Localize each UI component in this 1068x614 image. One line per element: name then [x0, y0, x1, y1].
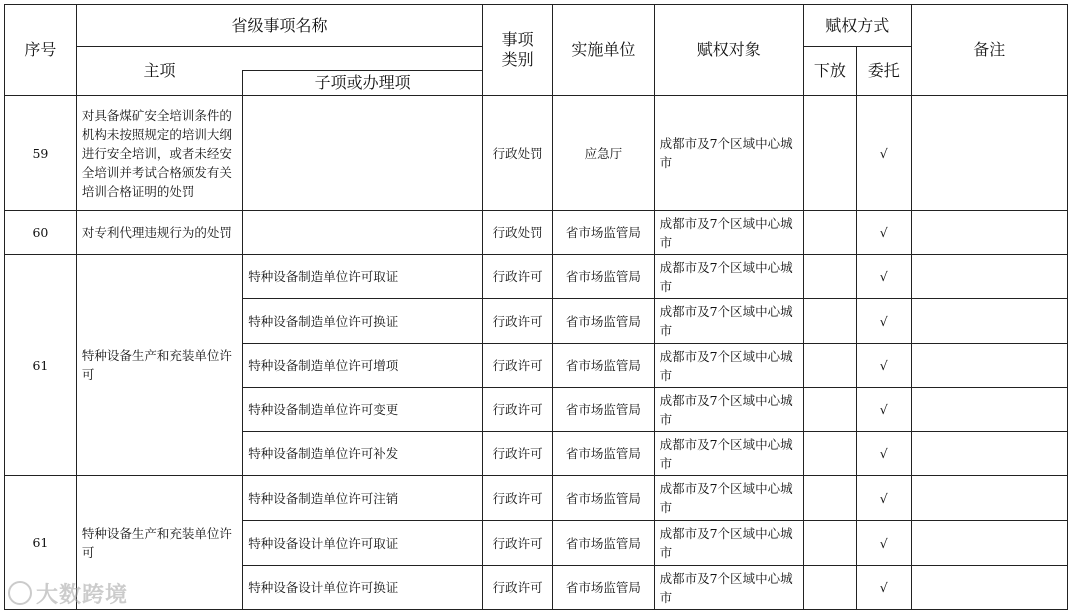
row-category: 行政许可 [483, 344, 553, 388]
row-main-item: 特种设备生产和充装单位许可 [76, 476, 242, 610]
row-entrust-check: √ [856, 388, 911, 432]
row-category: 行政处罚 [483, 211, 553, 255]
row-unit: 省市场监管局 [553, 344, 655, 388]
row-unit: 应急厅 [553, 96, 655, 211]
row-category: 行政许可 [483, 566, 553, 610]
row-remark [911, 388, 1067, 432]
row-target: 成都市及7个区域中心城市 [654, 211, 803, 255]
row-remark [911, 566, 1067, 610]
row-down [803, 299, 856, 344]
row-target: 成都市及7个区域中心城市 [654, 476, 803, 521]
row-sub-item [243, 211, 483, 255]
row-category: 行政许可 [483, 388, 553, 432]
row-sub-item: 特种设备制造单位许可增项 [243, 344, 483, 388]
row-remark [911, 299, 1067, 344]
watermark-text: 大数跨境 [36, 583, 129, 608]
row-target: 成都市及7个区域中心城市 [654, 566, 803, 610]
row-down [803, 521, 856, 566]
header-category: 事项类别 [483, 5, 553, 96]
row-sub-item [243, 96, 483, 211]
row-target: 成都市及7个区域中心城市 [654, 255, 803, 299]
row-sub-item: 特种设备制造单位许可注销 [243, 476, 483, 521]
row-unit: 省市场监管局 [553, 255, 655, 299]
header-sub-item: 子项或办理项 [243, 71, 483, 96]
row-down [803, 344, 856, 388]
row-sub-item: 特种设备制造单位许可变更 [243, 388, 483, 432]
row-category: 行政许可 [483, 521, 553, 566]
row-sub-item: 特种设备制造单位许可补发 [243, 432, 483, 476]
row-remark [911, 96, 1067, 211]
row-sub-item: 特种设备制造单位许可取证 [243, 255, 483, 299]
row-entrust-check: √ [856, 255, 911, 299]
row-unit: 省市场监管局 [553, 211, 655, 255]
row-unit: 省市场监管局 [553, 521, 655, 566]
row-category: 行政许可 [483, 476, 553, 521]
row-unit: 省市场监管局 [553, 566, 655, 610]
row-down [803, 255, 856, 299]
row-remark [911, 255, 1067, 299]
row-sub-item: 特种设备制造单位许可换证 [243, 299, 483, 344]
row-remark [911, 432, 1067, 476]
row-unit: 省市场监管局 [553, 476, 655, 521]
row-target: 成都市及7个区域中心城市 [654, 388, 803, 432]
row-entrust-check: √ [856, 432, 911, 476]
row-main-item: 对具备煤矿安全培训条件的机构未按照规定的培训大纲进行安全培训，或者未经安全培训并考试合格颁发有关培训合格证明的处罚 [76, 96, 242, 211]
header-seq: 序号 [5, 5, 77, 96]
row-seq: 59 [5, 96, 77, 211]
row-main-item: 对专利代理违规行为的处罚 [76, 211, 242, 255]
row-seq: 61 [5, 255, 77, 476]
items-table [4, 4, 1068, 610]
header-target: 赋权对象 [654, 5, 803, 96]
header-method-group: 赋权方式 [803, 5, 911, 47]
row-target: 成都市及7个区域中心城市 [654, 299, 803, 344]
row-down [803, 211, 856, 255]
header-name-group: 省级事项名称 [76, 5, 482, 47]
row-remark [911, 344, 1067, 388]
header-delegate-down: 下放 [803, 47, 856, 96]
row-entrust-check: √ [856, 344, 911, 388]
row-target: 成都市及7个区域中心城市 [654, 432, 803, 476]
row-unit: 省市场监管局 [553, 432, 655, 476]
row-down [803, 476, 856, 521]
header-entrust: 委托 [856, 47, 911, 96]
row-unit: 省市场监管局 [553, 388, 655, 432]
row-entrust-check: √ [856, 521, 911, 566]
row-entrust-check: √ [856, 476, 911, 521]
row-category: 行政许可 [483, 255, 553, 299]
row-down [803, 388, 856, 432]
header-unit: 实施单位 [553, 5, 655, 96]
row-entrust-check: √ [856, 211, 911, 255]
row-seq: 61 [5, 476, 77, 610]
row-entrust-check: √ [856, 566, 911, 610]
watermark-logo-icon [8, 581, 32, 605]
row-down [803, 566, 856, 610]
row-category: 行政许可 [483, 432, 553, 476]
row-target: 成都市及7个区域中心城市 [654, 344, 803, 388]
row-entrust-check: √ [856, 299, 911, 344]
row-category: 行政处罚 [483, 96, 553, 211]
row-category: 行政许可 [483, 299, 553, 344]
header-sub-spacer [243, 47, 483, 71]
header-remark: 备注 [911, 5, 1067, 96]
row-sub-item: 特种设备设计单位许可取证 [243, 521, 483, 566]
row-target: 成都市及7个区域中心城市 [654, 521, 803, 566]
row-target: 成都市及7个区域中心城市 [654, 96, 803, 211]
row-remark [911, 521, 1067, 566]
row-down [803, 96, 856, 211]
row-unit: 省市场监管局 [553, 299, 655, 344]
row-remark [911, 476, 1067, 521]
row-down [803, 432, 856, 476]
watermark [8, 578, 128, 609]
row-sub-item: 特种设备设计单位许可换证 [243, 566, 483, 610]
row-seq: 60 [5, 211, 77, 255]
row-remark [911, 211, 1067, 255]
row-entrust-check: √ [856, 96, 911, 211]
header-main-item: 主项 [76, 47, 242, 96]
row-main-item: 特种设备生产和充装单位许可 [76, 255, 242, 476]
